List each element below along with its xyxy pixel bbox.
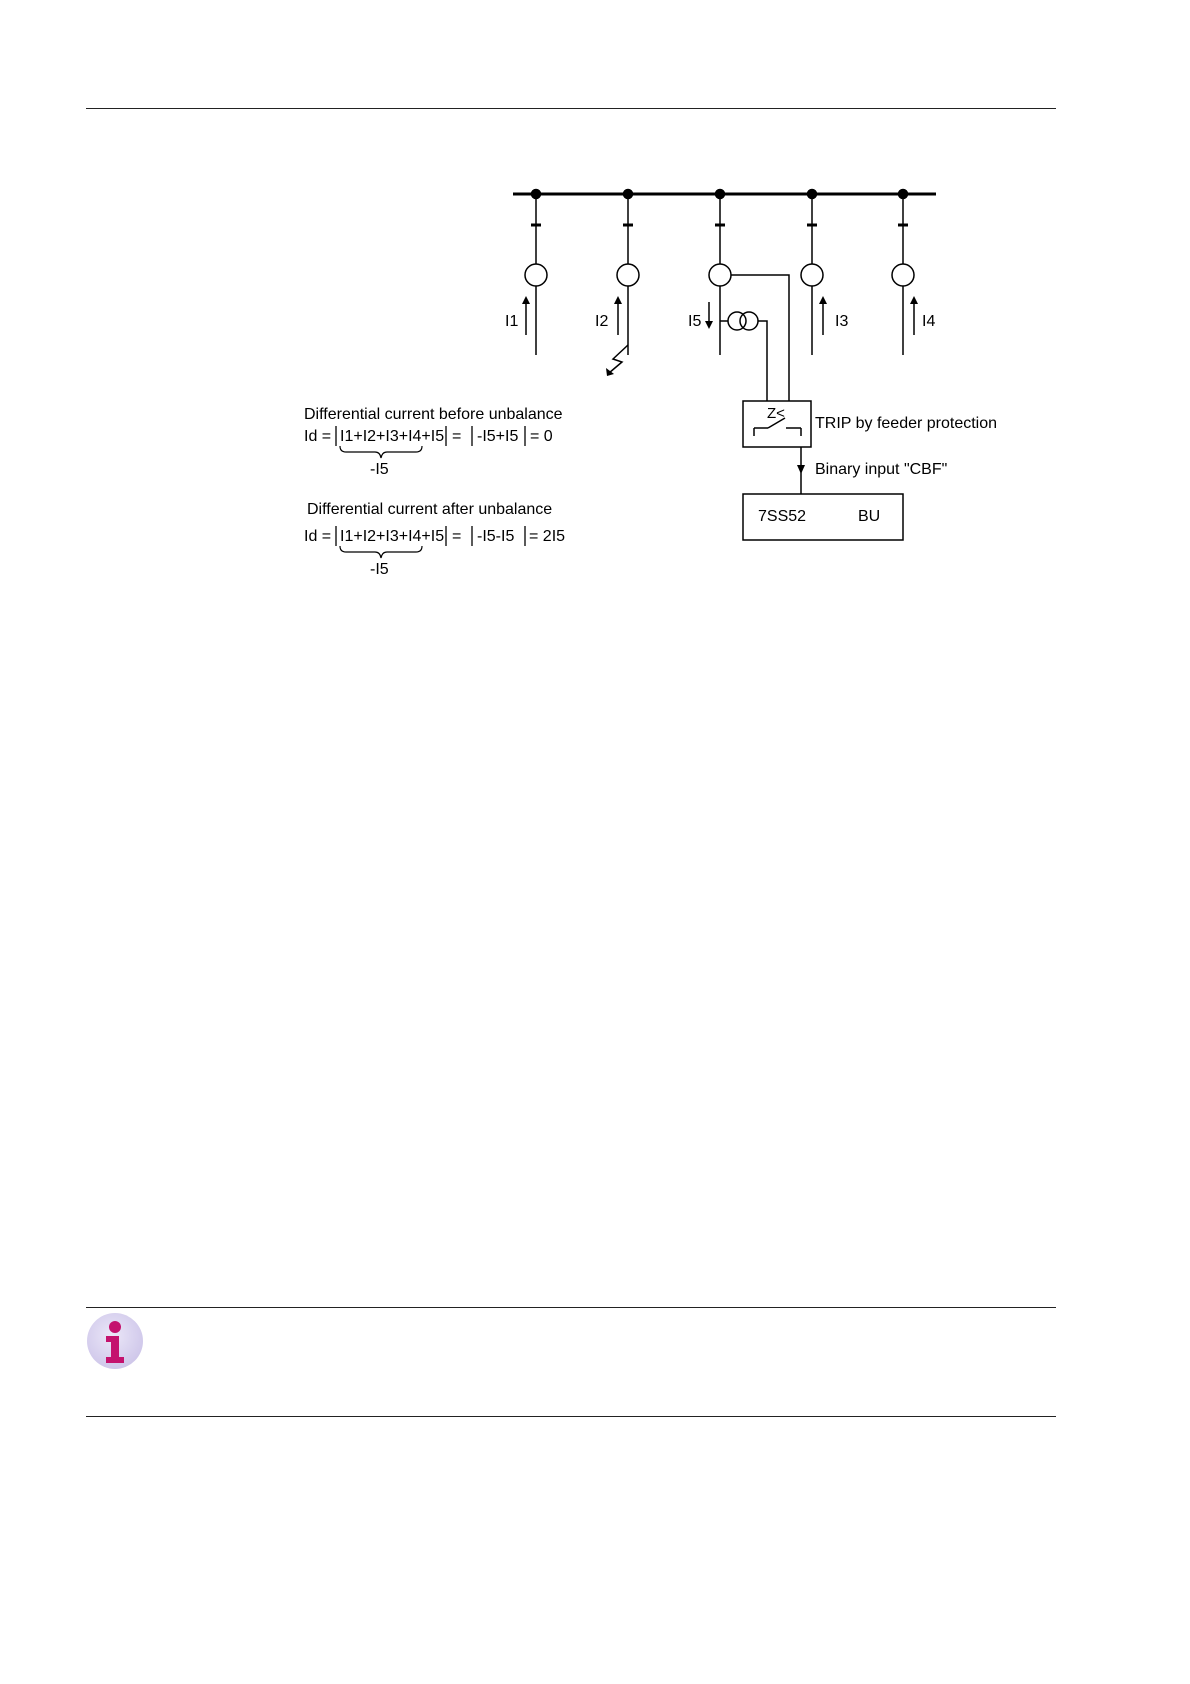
after-id-prefix: Id = [304,528,332,545]
after-result-abs: -I5-I5 [477,528,515,545]
after-title: Differential current after unbalance [307,501,553,518]
feeder-3 [705,190,789,402]
before-unbalance-block [304,406,563,478]
before-brace-label: -I5 [370,461,389,478]
current-transformer-2 [617,264,639,286]
trip-label: TRIP by feeder protection [815,415,998,432]
feeder-5 [892,190,918,356]
unit-type: BU [858,508,881,525]
relay-symbol: Z< [767,405,785,422]
info-icon [86,1312,144,1370]
unit-name: 7SS52 [758,508,807,525]
note-bottom-rule [86,1416,1056,1417]
after-equals: = [452,528,462,545]
before-equals: = [452,428,462,445]
current-transformer-5 [892,264,914,286]
vt-wire-to-relay [758,321,767,401]
feeder-current-label-4: I3 [835,313,849,330]
feeder-1 [522,190,547,356]
before-brace [340,446,422,458]
feeder-current-label-3: I5 [688,313,702,330]
feeder-current-label-5: I4 [922,313,936,330]
current-transformer-3 [709,264,731,286]
after-brace-label: -I5 [370,561,389,578]
feeder-4 [801,190,827,356]
before-sum: I1+I2+I3+I4+I5 [340,428,445,445]
feeder-2 [606,190,639,377]
feeder-current-label-2: I2 [595,313,609,330]
after-brace [340,546,422,558]
before-result: = 0 [530,428,553,445]
fault-flash-icon [609,345,628,373]
binary-input-label: Binary input "CBF" [815,461,948,478]
after-result: = 2I5 [529,528,566,545]
before-result-abs: -I5+I5 [477,428,519,445]
ct-wire-to-relay [731,275,789,401]
current-transformer-4 [801,264,823,286]
note-top-rule [86,1307,1056,1308]
after-unbalance-block [304,501,565,578]
feeder-current-label-1: I1 [505,313,519,330]
after-sum: I1+I2+I3+I4+I5 [340,528,445,545]
before-title: Differential current before unbalance [304,406,563,423]
current-transformer-1 [525,264,547,286]
before-id-prefix: Id = [304,428,332,445]
